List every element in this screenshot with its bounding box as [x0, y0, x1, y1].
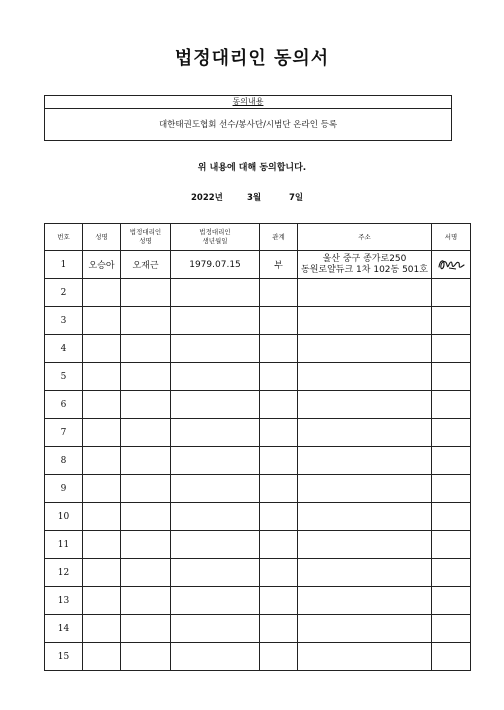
header-guardian-name-line2: 성명 — [139, 237, 152, 245]
cell-relation — [260, 615, 298, 643]
header-guardian-birth-line1: 법정대리인 — [199, 228, 231, 236]
cell-name — [83, 419, 121, 447]
header-no: 번호 — [45, 224, 83, 251]
row-number: 11 — [45, 531, 83, 559]
handwritten-signature-icon — [436, 256, 466, 274]
table-row — [45, 559, 471, 587]
cell-guardian-birth — [171, 391, 260, 419]
cell-address — [298, 531, 432, 559]
cell-name — [83, 531, 121, 559]
cell-address — [298, 391, 432, 419]
agreement-statement: 위 내용에 대해 동의합니다. — [197, 163, 307, 173]
cell-guardian-birth — [171, 559, 260, 587]
row-number: 14 — [45, 615, 83, 643]
table-row — [45, 335, 471, 363]
cell-guardian-name — [121, 531, 171, 559]
cell-name — [83, 279, 121, 307]
cell-guardian-birth — [171, 307, 260, 335]
cell-signature — [432, 251, 471, 279]
cell-guardian-name — [121, 279, 171, 307]
header-guardian-birth-line2: 생년월일 — [202, 237, 228, 245]
cell-address — [298, 363, 432, 391]
cell-signature — [432, 335, 471, 363]
cell-name — [83, 391, 121, 419]
address-line: 울산 중구 종가로250 — [322, 253, 407, 264]
cell-relation — [260, 475, 298, 503]
row-number: 1 — [45, 251, 83, 279]
table-row — [45, 363, 471, 391]
cell-guardian-name — [121, 475, 171, 503]
row-number: 8 — [45, 447, 83, 475]
cell-guardian-name — [121, 391, 171, 419]
cell-address — [298, 335, 432, 363]
cell-relation — [260, 335, 298, 363]
cell-guardian-birth — [171, 447, 260, 475]
cell-guardian-birth — [171, 643, 260, 671]
table-row — [45, 503, 471, 531]
consent-box — [44, 95, 452, 141]
cell-signature — [432, 419, 471, 447]
cell-name — [83, 615, 121, 643]
cell-guardian-name — [121, 587, 171, 615]
cell-guardian-name — [121, 363, 171, 391]
cell-signature — [432, 503, 471, 531]
row-number: 9 — [45, 475, 83, 503]
cell-guardian-birth — [171, 363, 260, 391]
cell-relation — [260, 643, 298, 671]
cell-guardian-birth — [171, 503, 260, 531]
cell-signature — [432, 391, 471, 419]
consent-header-label: 동의내용 — [232, 97, 264, 106]
cell-address — [298, 615, 432, 643]
cell-address — [298, 643, 432, 671]
cell-guardian-name — [121, 615, 171, 643]
consent-content: 대한태권도협회 선수/봉사단/시범단 온라인 등록 — [158, 120, 338, 130]
cell-signature — [432, 643, 471, 671]
cell-address — [298, 559, 432, 587]
header-name: 성명 — [83, 224, 121, 251]
date-month: 3월 — [247, 193, 262, 203]
cell-guardian-name — [121, 447, 171, 475]
cell-name — [83, 643, 121, 671]
consent-header — [45, 96, 451, 109]
cell-relation — [260, 307, 298, 335]
cell-guardian-name — [121, 503, 171, 531]
table-row — [45, 475, 471, 503]
cell-guardian-name — [121, 335, 171, 363]
table-row — [45, 643, 471, 671]
cell-address — [298, 419, 432, 447]
table-row — [45, 615, 471, 643]
cell-signature — [432, 615, 471, 643]
cell-guardian-birth — [171, 475, 260, 503]
table-row — [45, 391, 471, 419]
cell-guardian-name — [121, 643, 171, 671]
header-guardian-name-line1: 법정대리인 — [129, 228, 162, 236]
date-year: 2022년 — [191, 193, 223, 203]
table-row — [45, 419, 471, 447]
cell-guardian-birth: 1979.07.15 — [171, 251, 260, 279]
cell-relation — [260, 419, 298, 447]
cell-address — [298, 447, 432, 475]
cell-name: 오승아 — [83, 251, 121, 279]
document-title: 법정대리인 동의서 — [174, 48, 330, 69]
cell-guardian-birth — [171, 279, 260, 307]
cell-name — [83, 447, 121, 475]
table-row — [45, 307, 471, 335]
table-row — [45, 251, 471, 279]
table-header-row — [45, 224, 471, 251]
cell-signature — [432, 307, 471, 335]
row-number: 4 — [45, 335, 83, 363]
cell-guardian-birth — [171, 587, 260, 615]
cell-signature — [432, 587, 471, 615]
table-row — [45, 279, 471, 307]
cell-address — [298, 251, 432, 279]
cell-name — [83, 475, 121, 503]
signature-table — [44, 223, 471, 671]
row-number: 5 — [45, 363, 83, 391]
row-number: 12 — [45, 559, 83, 587]
cell-name — [83, 335, 121, 363]
row-number: 10 — [45, 503, 83, 531]
cell-guardian-name — [121, 307, 171, 335]
cell-guardian-birth — [171, 419, 260, 447]
date-day: 7일 — [289, 193, 304, 203]
cell-address — [298, 587, 432, 615]
cell-address — [298, 279, 432, 307]
header-signature: 서명 — [432, 224, 471, 251]
cell-guardian-name: 오재근 — [121, 251, 171, 279]
row-number: 13 — [45, 587, 83, 615]
date-line — [191, 191, 303, 203]
cell-relation — [260, 279, 298, 307]
row-number: 7 — [45, 419, 83, 447]
row-number: 6 — [45, 391, 83, 419]
cell-signature — [432, 559, 471, 587]
row-number: 2 — [45, 279, 83, 307]
cell-relation — [260, 587, 298, 615]
header-address: 주소 — [298, 224, 432, 251]
cell-signature — [432, 363, 471, 391]
cell-relation: 부 — [260, 251, 298, 279]
cell-name — [83, 363, 121, 391]
table-row — [45, 447, 471, 475]
cell-guardian-birth — [171, 335, 260, 363]
header-relation: 관계 — [260, 224, 298, 251]
cell-signature — [432, 447, 471, 475]
cell-signature — [432, 279, 471, 307]
header-guardian-name — [121, 224, 171, 251]
cell-guardian-name — [121, 559, 171, 587]
row-number: 3 — [45, 307, 83, 335]
cell-relation — [260, 447, 298, 475]
cell-signature — [432, 531, 471, 559]
cell-name — [83, 503, 121, 531]
cell-relation — [260, 391, 298, 419]
table-row — [45, 531, 471, 559]
cell-guardian-birth — [171, 615, 260, 643]
cell-relation — [260, 503, 298, 531]
cell-relation — [260, 531, 298, 559]
cell-guardian-birth — [171, 531, 260, 559]
row-number: 15 — [45, 643, 83, 671]
table-row — [45, 587, 471, 615]
cell-address — [298, 307, 432, 335]
cell-name — [83, 307, 121, 335]
header-guardian-birth — [171, 224, 260, 251]
cell-name — [83, 587, 121, 615]
address-line: 동원로얄듀크 1차 102동 501호 — [301, 264, 428, 275]
cell-guardian-name — [121, 419, 171, 447]
cell-address — [298, 503, 432, 531]
cell-relation — [260, 559, 298, 587]
cell-name — [83, 559, 121, 587]
cell-signature — [432, 475, 471, 503]
cell-address — [298, 475, 432, 503]
cell-relation — [260, 363, 298, 391]
